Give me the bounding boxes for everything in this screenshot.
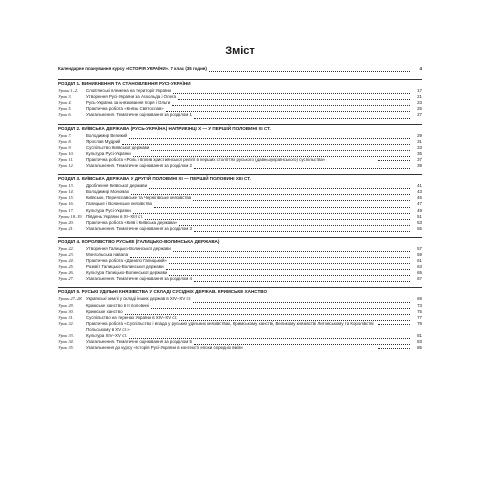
- lesson-topic: Монгольська навала: [86, 251, 129, 257]
- lesson-topic: Суспільство на теренах України в XIV–XV ст.: [86, 314, 178, 320]
- lesson-number: Уроки 18–19.: [58, 213, 83, 219]
- lesson-topic: Узагальнення. Тематичне оцінювання за розділом 3: [86, 225, 192, 231]
- lesson-number: Урок 24.: [58, 258, 74, 264]
- page-number: 55: [417, 225, 422, 231]
- section-block: [58, 174, 422, 232]
- leader-dots: [130, 254, 410, 258]
- section-block: [58, 287, 422, 351]
- leader-dots: [133, 210, 410, 214]
- lesson-topic: Практична робота «Данило Галицький»: [86, 258, 167, 264]
- lesson-number: Урок 13.: [58, 183, 74, 189]
- leader-dots: [129, 135, 410, 139]
- lesson-number: Урок 14.: [58, 189, 74, 195]
- lesson-topic: Слов’янські племена на території України: [86, 88, 171, 94]
- calendar-entry[interactable]: [58, 66, 422, 72]
- lesson-topic: Узагальнення. Тематичне оцінювання за розділом 1: [86, 112, 192, 118]
- page-number: 69: [417, 296, 422, 302]
- lesson-topic: Київське, Переяславське та Чернігівське князівства: [86, 195, 192, 201]
- leader-dots: [209, 68, 410, 72]
- lesson-topic: Суспільство Київської держави: [86, 144, 150, 150]
- lesson-topic: Русь-Україна за князювання Ігоря і Ольги: [86, 100, 171, 106]
- lesson-number: Урок 17.: [58, 207, 74, 213]
- lesson-number: Урок 34.: [58, 339, 74, 345]
- lesson-number: Урок 22.: [58, 245, 74, 251]
- page-number: 79: [417, 320, 422, 326]
- page-number: 31: [417, 138, 422, 144]
- lesson-topic: Культура Русі-України: [86, 150, 131, 156]
- lesson-topic: Українські землі у складі інших держав в XIV–XV ст.: [86, 296, 192, 302]
- lesson-number: Урок 23.: [58, 251, 74, 257]
- lesson-number: Урок 16.: [58, 201, 74, 207]
- leader-dots: [378, 157, 410, 161]
- page-number: 37: [417, 156, 422, 162]
- lesson-topic: Культура XIV–XV ст.: [86, 333, 128, 338]
- section-block: [58, 79, 422, 118]
- lesson-number: Урок 4.: [58, 100, 72, 106]
- page-number: 83: [417, 339, 422, 345]
- lesson-number: Урок 31.: [58, 314, 74, 320]
- page-number: 75: [417, 308, 422, 314]
- lesson-number: Уроки 1–2.: [58, 88, 79, 94]
- toc-entry[interactable]: [58, 226, 422, 232]
- lesson-number: Урок 20.: [58, 219, 74, 225]
- lesson-topic: Ярослав Мудрий: [86, 138, 121, 144]
- lesson-topic: Утворення Русі-України за Аскольда і Олега: [86, 94, 176, 100]
- page-number: 43: [417, 189, 422, 195]
- lesson-topic: Практична робота «Князь Святослав»: [86, 106, 164, 112]
- section-block: [58, 124, 422, 170]
- page-number: 53: [417, 219, 422, 225]
- leader-dots: [154, 204, 410, 208]
- lesson-topic: Практична робота «Київ і Київська держава»: [86, 219, 178, 225]
- lesson-number: Урок 10.: [58, 150, 74, 156]
- leader-dots: [149, 185, 410, 189]
- page-number: 21: [417, 94, 422, 100]
- lesson-topic: Культура Галицько-Волинської держави: [86, 270, 168, 276]
- lesson-number: Урок 30.: [58, 308, 74, 314]
- page-number: 41: [417, 183, 422, 189]
- page-number: 39: [417, 163, 422, 169]
- section-title[interactable]: РОЗДІЛ 2. КИЇВСЬКА ДЕРЖАВА (РУСЬ-УКРАЇНА) НАПРИКІНЦІ X — У ПЕРШІЙ ПОЛОВИНІ XI СТ.: [58, 124, 422, 133]
- leader-dots: [378, 345, 410, 349]
- lesson-topic: Практична робота «Роль і вплив християнської релігії в перших століттях руського (давньоукраїнського) суспільства»: [86, 156, 326, 162]
- lesson-topic: Узагальнення до курсу «Історія Русі-України в контексті епохи середніх віків»: [86, 345, 244, 351]
- leader-dots: [194, 165, 410, 169]
- lesson-topic: Кримське ханство в II половині: [86, 302, 149, 308]
- lesson-number: Урок 8.: [58, 138, 72, 144]
- leader-dots: [151, 147, 410, 151]
- leader-dots: [166, 266, 410, 270]
- leader-dots: [173, 248, 410, 252]
- toc-entry[interactable]: [58, 163, 422, 169]
- page-number: 61: [417, 258, 422, 264]
- lesson-number: Урок 6.: [58, 112, 72, 118]
- page-number: 17: [417, 88, 422, 94]
- lesson-number: Урок 25.: [58, 264, 74, 270]
- page-number: 51: [417, 213, 422, 219]
- leader-dots: [378, 321, 410, 325]
- leader-dots: [173, 90, 410, 94]
- page-number: 49: [417, 207, 422, 213]
- page-number: 73: [417, 302, 422, 308]
- lesson-number: Урок 5.: [58, 106, 72, 112]
- lesson-topic: Узагальнення. Тематичне оцінювання за розділом 2: [86, 163, 192, 169]
- lesson-number: Урок 26.: [58, 270, 74, 276]
- lesson-number: Урок 11.: [58, 156, 74, 162]
- toc-entry[interactable]: [58, 276, 422, 282]
- lesson-topic: Узагальнення. Тематичне оцінювання за розділом 5: [86, 339, 192, 345]
- leader-dots: [145, 216, 410, 220]
- calendar-title: Календарне планування курсу «ІСТОРІЯ УКРАЇНИ». 7 клас (35 годин): [58, 66, 207, 71]
- page-number: 27: [417, 112, 422, 118]
- leader-dots: [194, 115, 410, 119]
- lesson-topic: Дроблення Київської держави: [86, 183, 148, 189]
- page-number: 57: [417, 245, 422, 251]
- lesson-number: Урок 7.: [58, 132, 72, 138]
- section-title[interactable]: РОЗДІЛ 5. РУСЬКІ УДІЛЬНІ КНЯЗІВСТВА У СКЛАДІ СУСІДНІХ ДЕРЖАВ. КРИМСЬКЕ ХАНСТВО: [58, 287, 422, 296]
- leader-dots: [194, 228, 410, 232]
- lesson-topic: Південь України в XI–XIII ст.: [86, 213, 143, 219]
- lesson-number: Урок 35.: [58, 345, 74, 351]
- section-title[interactable]: РОЗДІЛ 4. КОРОЛІВСТВО РУСЬКЕ (ГАЛИЦЬКО-ВОЛИНСЬКА ДЕРЖАВА): [58, 237, 422, 246]
- page-number: 4: [419, 66, 422, 71]
- page-number: 77: [417, 314, 422, 320]
- leader-dots: [193, 197, 410, 201]
- lesson-number: Урок 33.: [58, 333, 74, 338]
- leader-dots: [169, 272, 410, 276]
- page-number: 23: [417, 100, 422, 106]
- leader-dots: [169, 260, 410, 264]
- page-number: 25: [417, 106, 422, 112]
- page-number: 85: [417, 345, 422, 351]
- section-title[interactable]: РОЗДІЛ 1. ВИНИКНЕННЯ ТА СТАНОВЛЕННЯ РУСІ-УКРАЇНИ: [58, 79, 422, 88]
- leader-dots: [194, 278, 410, 282]
- page-number: 65: [417, 270, 422, 276]
- lesson-topic: Узагальнення. Тематичне оцінювання за розділом 4: [86, 276, 192, 282]
- leader-dots: [178, 96, 410, 100]
- lesson-number: Уроки 27–28.: [58, 296, 83, 302]
- section-title[interactable]: РОЗДІЛ 3. КИЇВСЬКА ДЕРЖАВА У ДРУГІЙ ПОЛОВИНІ XI — ПЕРШІЙ ПОЛОВИНІ XIII СТ.: [58, 174, 422, 183]
- page-number: 63: [417, 264, 422, 270]
- lesson-number: Урок 9.: [58, 144, 72, 150]
- leader-dots: [122, 141, 410, 145]
- lesson-topic: Утворення Галицько-Волинської держави: [86, 245, 171, 251]
- lesson-topic: Володимир Мономах: [86, 189, 130, 195]
- leader-dots: [172, 102, 410, 106]
- lesson-topic: Галицьке і Волинське князівства: [86, 201, 152, 207]
- page-number: 35: [417, 150, 422, 156]
- lesson-number: Урок 32.: [58, 320, 74, 326]
- page-number: 67: [417, 276, 422, 282]
- toc-entry[interactable]: [58, 345, 422, 351]
- lesson-number: Урок 12.: [58, 163, 74, 169]
- page-number: 33: [417, 144, 422, 150]
- toc-entry[interactable]: [58, 112, 422, 118]
- lesson-number: Урок 15.: [58, 195, 74, 201]
- lesson-number: Урок 27.: [58, 276, 74, 282]
- section-block: [58, 237, 422, 283]
- lesson-number: Урок 29.: [58, 302, 74, 308]
- page-number: 81: [417, 333, 422, 338]
- toc-entry[interactable]: [58, 321, 422, 333]
- lesson-topic: Практична робота «Суспільство і влада у руських удільних князівствах, Кримському ханстві, Великому князівстві Литовському та Королівстві Польському в XV ст.»: [86, 320, 374, 332]
- page-title: Зміст: [225, 45, 255, 57]
- lesson-topic: Володимир Великий: [86, 132, 128, 138]
- lesson-topic: Кримське ханство: [86, 308, 123, 314]
- table-of-contents: [58, 66, 422, 353]
- page-number: 47: [417, 201, 422, 207]
- page-number: 29: [417, 132, 422, 138]
- page-number: 59: [417, 251, 422, 257]
- leader-dots: [193, 299, 410, 303]
- lesson-number: Урок 21.: [58, 225, 74, 231]
- leader-dots: [166, 108, 410, 112]
- lesson-topic: Культура Русі-України: [86, 207, 131, 213]
- leader-dots: [179, 222, 410, 226]
- page-number: 45: [417, 195, 422, 201]
- leader-dots: [151, 305, 410, 309]
- lesson-topic: Розквіт Галицько-Волинської держави: [86, 264, 164, 270]
- lesson-number: Урок 3.: [58, 94, 72, 100]
